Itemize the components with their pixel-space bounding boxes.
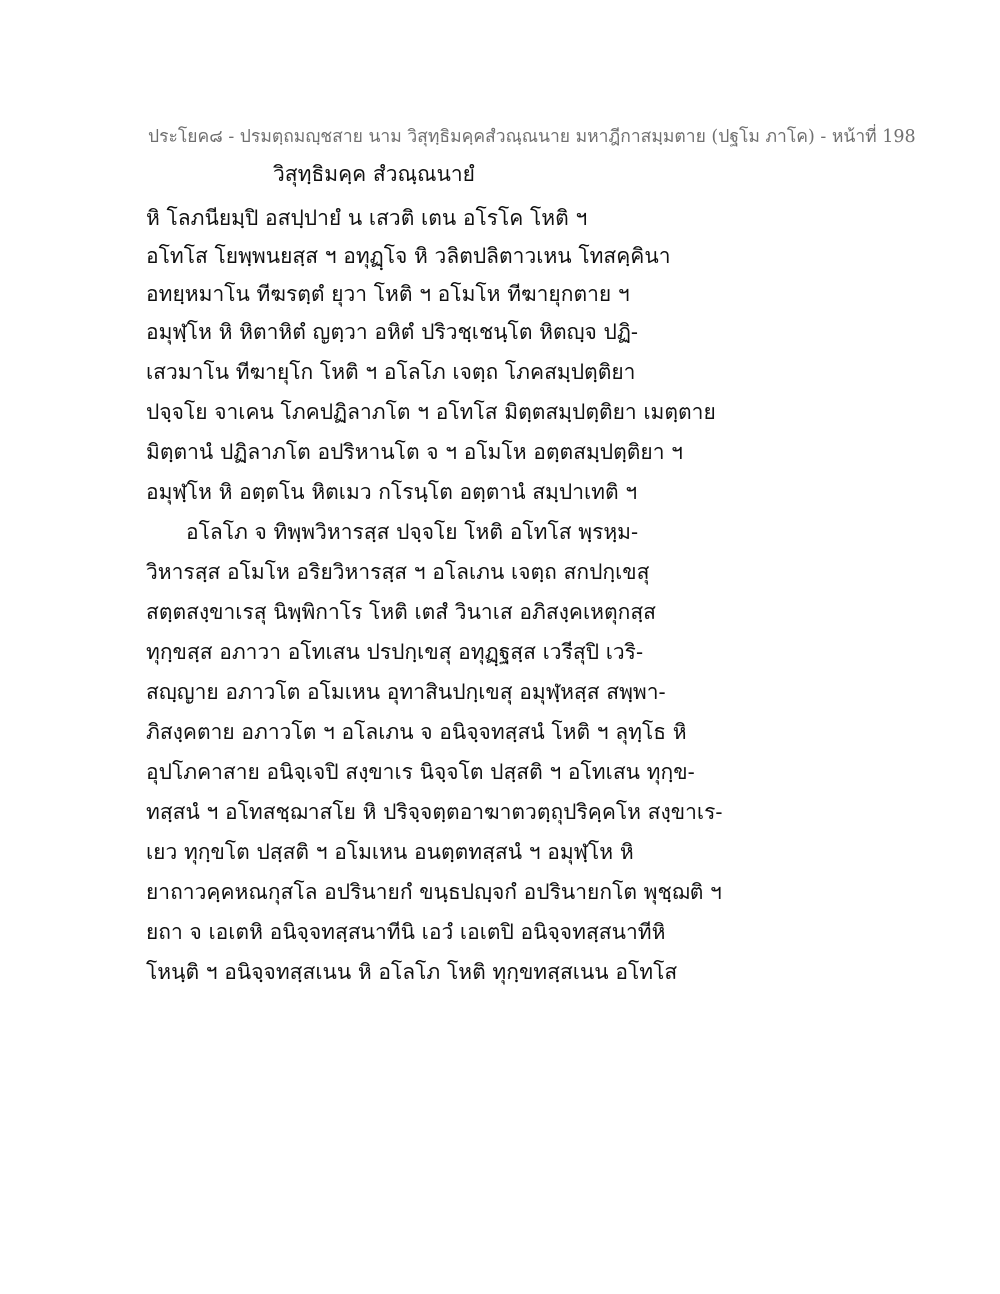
text-line: สตฺตสงฺขาเรสุ นิพฺพิกาโร โหติ เตสํ วินาเส อภิสงฺคเหตุกสฺส xyxy=(146,600,656,624)
text-line: ทสฺสนํ ฯ อโทสชฺฌาสโย หิ ปริจฺจตฺตอาฆาตวตฺถุปริคฺคโห สงฺขาเร- xyxy=(146,800,723,824)
text-line: อโทโส โยพฺพนยสฺส ฯ อทุฏฺโจ หิ วลิตปลิตาวเหน โทสคฺคินา xyxy=(146,244,671,268)
text-line: อมุฬฺโห หิ หิตาหิตํ ญตฺวา อหิตํ ปริวชฺเชนฺโต หิตญฺจ ปฏิ- xyxy=(146,320,639,344)
text-line: มิตฺตานํ ปฏิลาภโต อปริหานโต จ ฯ อโมโห อตฺตสมฺปตฺติยา ฯ xyxy=(146,440,683,464)
text-line: ปจฺจโย จาเคน โภคปฏิลาภโต ฯ อโทโส มิตฺตสมฺปตฺติยา เมตฺตาย xyxy=(146,400,716,424)
text-line: เสวมาโน ทีฆายุโก โหติ ฯ อโลโภ เจตฺถ โภคสมฺปตฺติยา xyxy=(146,360,636,384)
text-line: โหนฺติ ฯ อนิจฺจทสฺสเนน หิ อโลโภ โหติ ทุกฺขทสฺสเนน อโทโส xyxy=(146,960,678,984)
text-line: ทุกฺขสฺส อภาวา อโทเสน ปรปกฺเขสุ อทุฏฺฐสฺส เวรีสุปิ เวริ- xyxy=(146,640,644,664)
text-line: อทยฺหมาโน ทีฆรตฺตํ ยุวา โหติ ฯ อโมโห ทีฆายุกตาย ฯ xyxy=(146,282,630,306)
text-line: สญฺญาย อภาวโต อโมเหน อุทาสินปกฺเขสุ อมุฬฺหสฺส สพฺพา- xyxy=(146,680,666,704)
text-line: ยาถาวคฺคหณกุสโล อปรินายกํ ขนฺธปญฺจกํ อปรินายกโต พุชฺฌติ ฯ xyxy=(146,880,722,904)
text-line: วิหารสฺส อโมโห อริยวิหารสฺส ฯ อโลเภน เจตฺถ สกปกฺเขสุ xyxy=(146,560,650,584)
running-header: ประโยค๘ - ปรมตฺถมญฺชสาย นาม วิสุทฺธิมคฺคสํวณฺณนาย มหาฎีกาสมฺมตาย (ปฐโม ภาโค) - หน้าที่ 198 xyxy=(148,127,916,147)
paragraph-first-line: อโลโภ จ ทิพฺพวิหารสฺส ปจฺจโย โหติ อโทโส พฺรหฺม- xyxy=(186,520,639,544)
text-line: ยถา จ เอเตหิ อนิจฺจทสฺสนาทีนิ เอวํ เอเตปิ อนิจฺจทสฺสนาทีหิ xyxy=(146,920,666,944)
text-line: หิ โลภนียมฺปิ อสปฺปายํ น เสวติ เตน อโรโค โหติ ฯ xyxy=(146,206,588,230)
text-line: อุปโภคาสาย อนิจฺเจปิ สงฺขาเร นิจฺจโต ปสฺสติ ฯ อโทเสน ทุกฺข- xyxy=(146,760,695,784)
section-title: วิสุทฺธิมคฺค สํวณฺณนายํ xyxy=(273,162,475,186)
text-line: อมุฬฺโห หิ อตฺตโน หิตเมว กโรนฺโต อตฺตานํ สมฺปาเทติ ฯ xyxy=(146,480,638,504)
text-line: ภิสงฺคตาย อภาวโต ฯ อโลเภน จ อนิจฺจทสฺสนํ โหติ ฯ ลุทฺโธ หิ xyxy=(146,720,687,744)
text-line: เยว ทุกฺขโต ปสฺสติ ฯ อโมเหน อนตฺตทสฺสนํ ฯ อมุฬฺโห หิ xyxy=(146,840,634,864)
